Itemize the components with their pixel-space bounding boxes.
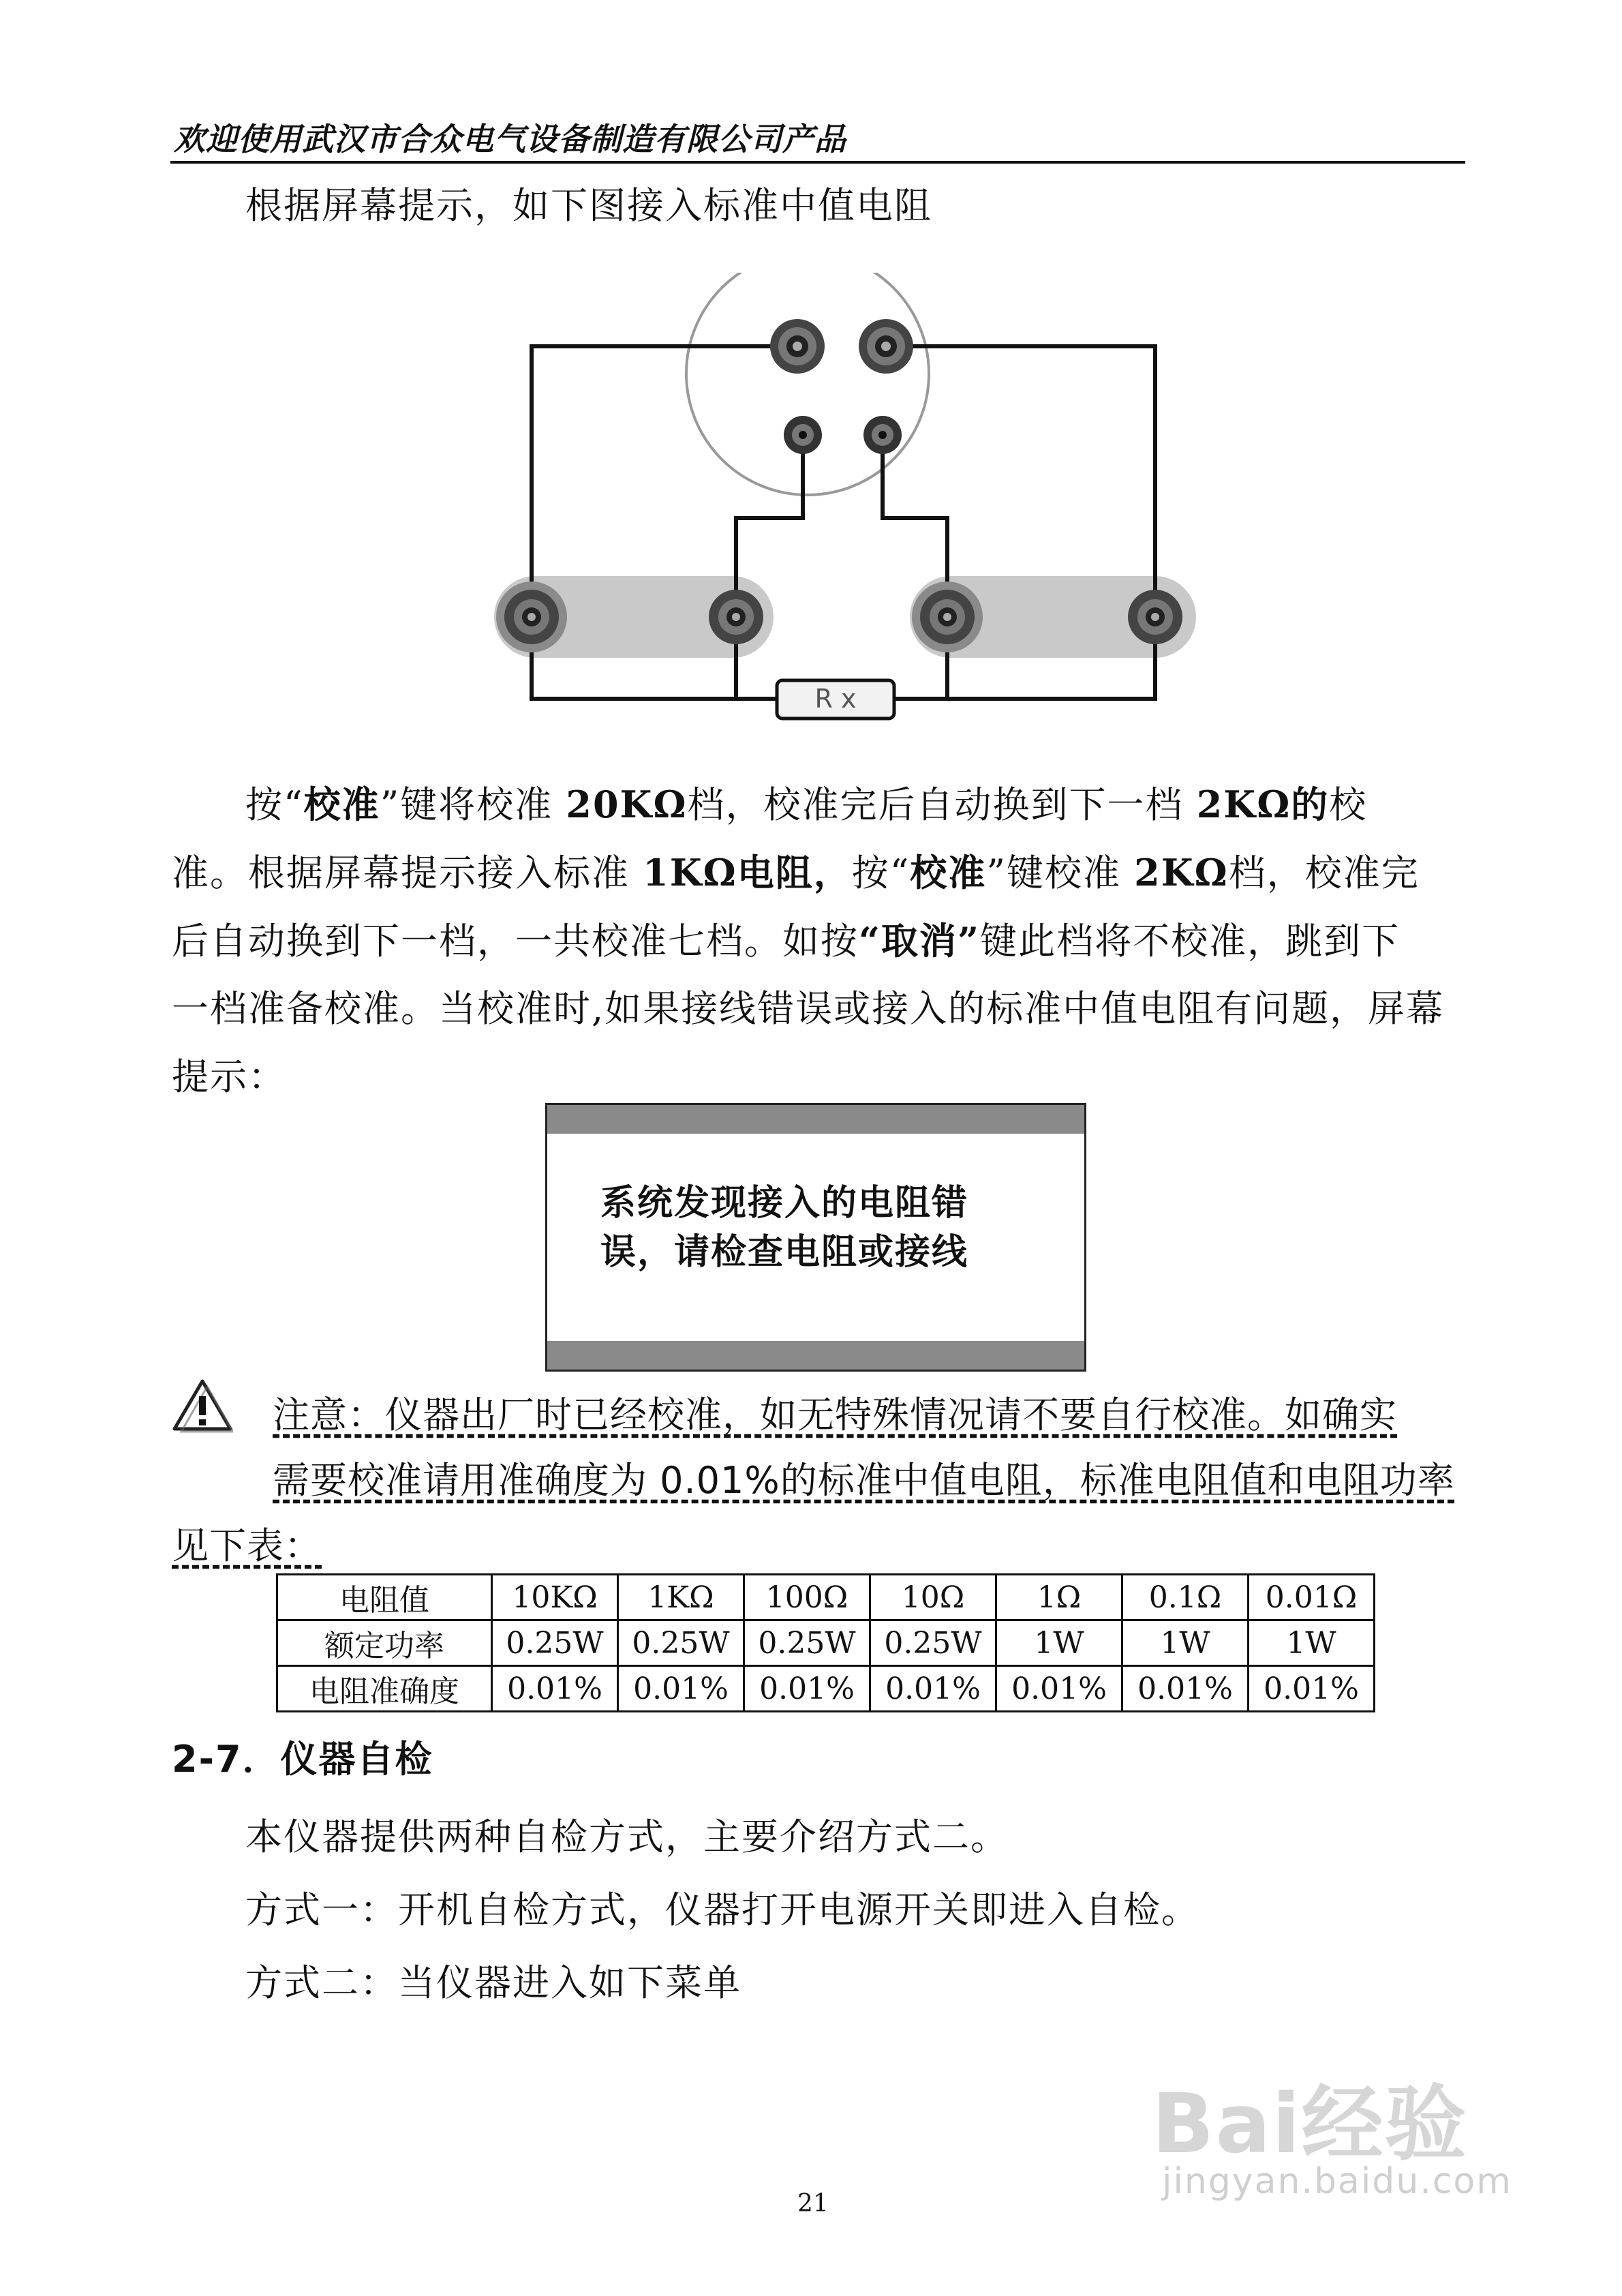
terminal-small-left [784,416,822,454]
table-cell: 0.01% [1249,1666,1375,1712]
instrument-circle [686,273,929,495]
note-line-1: 注意：仪器出厂时已经校准，如无特殊情况请不要自行校准。如确实 [273,1393,1397,1436]
table-cell: 0.25W [870,1620,996,1666]
table-cell: 0.1Ω [1122,1575,1249,1620]
table-cell: 0.01% [870,1666,996,1712]
terminal-bottom-4 [1128,590,1182,644]
table-row [277,1575,1375,1620]
terminal-bottom-1 [496,581,567,652]
screen-message-line-2: 误，请检查电阻或接线 [600,1232,969,1273]
table-cell: 1KΩ [618,1575,744,1620]
screen-title-bar [547,1105,1084,1134]
section-paragraph-1: 本仪器提供两种自检方式，主要介绍方式二。 [245,1815,1009,1858]
table-cell: 0.25W [618,1620,744,1666]
table-cell: 10KΩ [492,1575,618,1620]
table-cell: 100Ω [744,1575,870,1620]
section-paragraph-2: 方式一：开机自检方式，仪器打开电源开关即进入自检。 [245,1888,1199,1931]
table-cell: 10Ω [870,1575,996,1620]
terminal-top-left [770,319,825,374]
table-cell: 0.01% [996,1666,1122,1712]
table-cell: 0.01% [1122,1666,1249,1712]
warning-icon [172,1378,233,1433]
table-cell: 0.25W [744,1620,870,1666]
terminal-top-right [859,319,913,374]
section-title: 2-7．仪器自检 [172,1738,433,1781]
resistor-spec-table [276,1573,1375,1712]
watermark-brand: Bai经验 [1152,2077,1468,2172]
table-cell: 0.01Ω [1249,1575,1375,1620]
section-paragraph-3: 方式二：当仪器进入如下菜单 [245,1961,741,2004]
calibration-line-1: 按“校准”键将校准 20KΩ档，校准完后自动换到下一档 2KΩ的校 [245,783,1368,826]
terminal-bottom-2 [709,590,763,644]
calibration-line-3: 后自动换到下一档，一共校准七档。如按“取消”键此档将不校准，跳到下 [172,919,1401,963]
document-header: 欢迎使用武汉市合众电气设备制造有限公司产品 [174,121,846,157]
header-rule [170,161,1465,164]
wiring-diagram [477,273,1227,736]
note-line-2: 需要校准请用准确度为 0.01%的标准中值电阻，标准电阻值和电阻功率 [273,1459,1455,1502]
table-cell: 1Ω [996,1575,1122,1620]
table-cell: 0.25W [492,1620,618,1666]
table-cell: 0.01% [744,1666,870,1712]
resistor-label: R x [814,684,857,714]
terminal-small-right [863,416,902,454]
page-number: 21 [797,2190,829,2218]
table-cell: 0.01% [618,1666,744,1712]
table-cell: 额定功率 [277,1620,492,1666]
table-row [277,1666,1375,1712]
note-line-3: 见下表： [172,1524,322,1567]
screen-message-box [545,1103,1086,1372]
terminal-bottom-3 [912,581,983,652]
table-row [277,1620,1375,1666]
calibration-line-4: 一档准备校准。当校准时,如果接线错误或接入的标准中值电阻有问题，屏幕 [172,987,1445,1030]
calibration-line-2: 准。根据屏幕提示接入标准 1KΩ电阻，按“校准”键校准 2KΩ档，校准完 [172,851,1420,894]
calibration-line-5: 提示： [172,1055,286,1098]
table-cell: 1W [1249,1620,1375,1666]
table-cell: 电阻准确度 [277,1666,492,1712]
screen-message [600,1179,968,1277]
screen-message-line-1: 系统发现接入的电阻错 [600,1183,969,1224]
screen-status-bar [547,1341,1084,1370]
table-cell: 0.01% [492,1666,618,1712]
table-cell: 1W [996,1620,1122,1666]
table-cell: 电阻值 [277,1575,492,1620]
intro-text: 根据屏幕提示，如下图接入标准中值电阻 [245,184,932,227]
table-cell: 1W [1122,1620,1249,1666]
watermark-url: jingyan.baidu.com [1162,2161,1512,2202]
